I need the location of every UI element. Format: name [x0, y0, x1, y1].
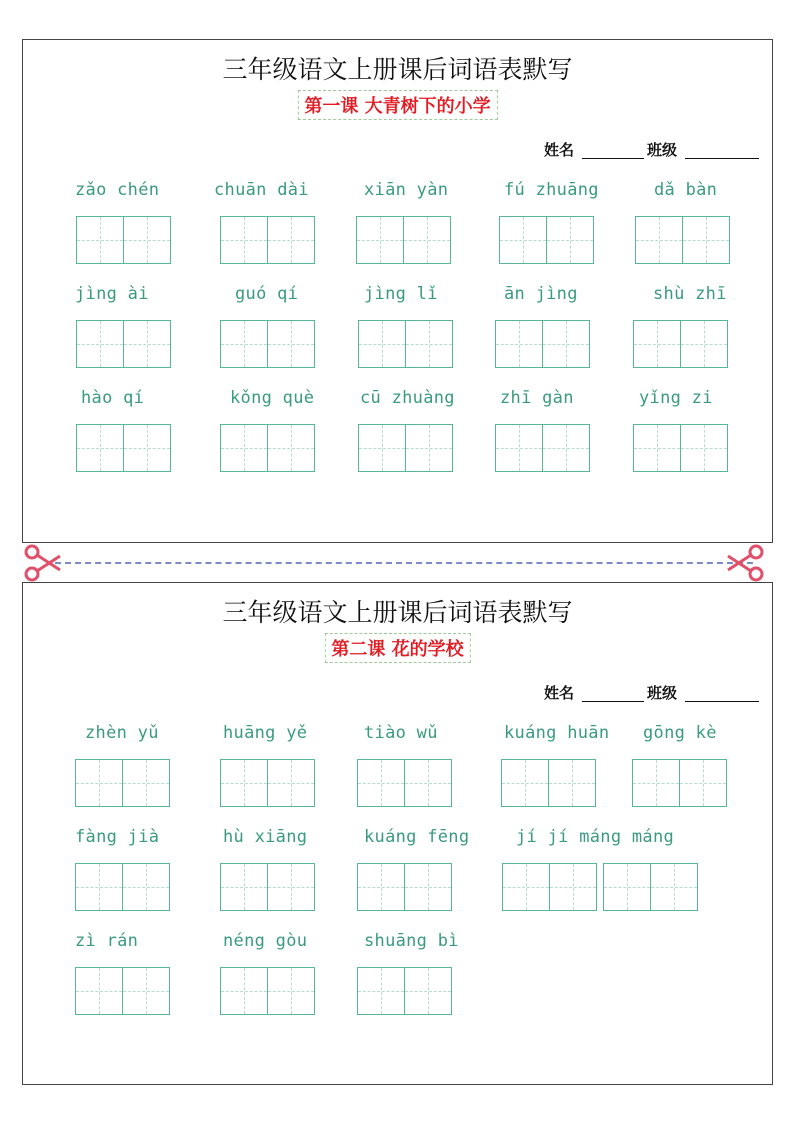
writing-boxes [357, 967, 452, 1015]
pinyin-label: kǒng què [230, 388, 315, 408]
tianzige-box[interactable] [220, 863, 268, 911]
tianzige-box[interactable] [75, 759, 123, 807]
pinyin-label: kuáng huān [504, 723, 610, 743]
tianzige-box[interactable] [75, 967, 123, 1015]
tianzige-box[interactable] [220, 424, 268, 472]
pinyin-label: chuān dài [214, 180, 309, 200]
pinyin-label: gōng kè [643, 723, 717, 743]
writing-boxes [75, 759, 170, 807]
tianzige-box[interactable] [358, 320, 406, 368]
tianzige-box[interactable] [683, 216, 730, 264]
scissors-icon [726, 543, 766, 583]
writing-boxes [220, 759, 315, 807]
pinyin-label: ān jìng [504, 284, 578, 304]
worksheet-lesson-2 [22, 582, 773, 1085]
writing-boxes [357, 863, 452, 911]
tianzige-box[interactable] [123, 863, 170, 911]
name-class-row [544, 682, 759, 704]
pinyin-label: zǎo chén [75, 180, 160, 200]
writing-boxes [75, 863, 170, 911]
pinyin-label: zì rán [75, 931, 139, 951]
writing-boxes [220, 216, 315, 264]
writing-boxes [358, 424, 453, 472]
tianzige-box[interactable] [76, 424, 124, 472]
tianzige-box[interactable] [501, 759, 549, 807]
tianzige-box[interactable] [406, 424, 453, 472]
tianzige-box[interactable] [635, 216, 683, 264]
tianzige-box[interactable] [356, 216, 404, 264]
pinyin-label: jìng lǐ [364, 284, 438, 304]
class-blank[interactable] [685, 158, 759, 159]
writing-boxes [499, 216, 594, 264]
tianzige-box[interactable] [405, 863, 452, 911]
writing-boxes [76, 216, 171, 264]
name-label: 姓名 [544, 684, 575, 702]
tianzige-box[interactable] [495, 424, 543, 472]
tianzige-box[interactable] [124, 424, 171, 472]
pinyin-label: zhī gàn [500, 388, 574, 408]
tianzige-box[interactable] [123, 759, 170, 807]
tianzige-box[interactable] [405, 967, 452, 1015]
writing-boxes [357, 759, 452, 807]
pinyin-label: cū zhuàng [360, 388, 455, 408]
name-blank[interactable] [582, 701, 644, 702]
tianzige-box[interactable] [633, 424, 681, 472]
tianzige-box[interactable] [220, 759, 268, 807]
pinyin-label: huāng yě [223, 723, 308, 743]
tianzige-box[interactable] [220, 967, 268, 1015]
tianzige-box[interactable] [405, 759, 452, 807]
tianzige-box[interactable] [633, 320, 681, 368]
pinyin-label: shuāng bì [364, 931, 459, 951]
pinyin-label: hù xiāng [223, 827, 308, 847]
pinyin-label: tiào wǔ [364, 723, 438, 743]
tianzige-box[interactable] [75, 863, 123, 911]
scissors-icon [22, 543, 62, 583]
cut-line [55, 562, 753, 564]
tianzige-box[interactable] [603, 863, 651, 911]
pinyin-label: zhèn yǔ [85, 723, 159, 743]
worksheet-lesson-1 [22, 39, 773, 543]
tianzige-box[interactable] [543, 424, 590, 472]
lesson-heading: 第二课 花的学校 [324, 633, 470, 663]
tianzige-box[interactable] [502, 863, 550, 911]
name-class-row [544, 139, 759, 161]
lesson-heading: 第一课 大青树下的小学 [297, 90, 497, 120]
tianzige-box[interactable] [268, 320, 315, 368]
writing-boxes [358, 320, 453, 368]
tianzige-box[interactable] [632, 759, 680, 807]
tianzige-box[interactable] [358, 424, 406, 472]
writing-boxes [76, 424, 171, 472]
pinyin-label: jí jí máng máng [516, 827, 675, 847]
writing-boxes [501, 759, 596, 807]
tianzige-box[interactable] [357, 967, 405, 1015]
writing-boxes [76, 320, 171, 368]
tianzige-box[interactable] [404, 216, 451, 264]
writing-boxes [220, 863, 315, 911]
writing-boxes [220, 967, 315, 1015]
worksheet-title: 三年级语文上册课后词语表默写 [222, 598, 573, 627]
tianzige-box[interactable] [124, 320, 171, 368]
pinyin-label: jìng ài [75, 284, 149, 304]
pinyin-label: néng gòu [223, 931, 308, 951]
name-blank[interactable] [582, 158, 644, 159]
tianzige-box[interactable] [268, 863, 315, 911]
tianzige-box[interactable] [681, 320, 728, 368]
writing-boxes [633, 424, 728, 472]
pinyin-label: yǐng zi [639, 388, 713, 408]
pinyin-label: xiān yàn [364, 180, 449, 200]
writing-boxes [632, 759, 727, 807]
tianzige-box[interactable] [357, 759, 405, 807]
tianzige-box[interactable] [499, 216, 547, 264]
writing-boxes [220, 424, 315, 472]
tianzige-box[interactable] [268, 759, 315, 807]
writing-boxes [635, 216, 730, 264]
pinyin-label: hào qí [81, 388, 145, 408]
tianzige-box[interactable] [651, 863, 698, 911]
tianzige-box[interactable] [495, 320, 543, 368]
tianzige-box[interactable] [547, 216, 594, 264]
tianzige-box[interactable] [357, 863, 405, 911]
pinyin-label: dǎ bàn [654, 180, 718, 200]
writing-boxes [75, 967, 170, 1015]
tianzige-box[interactable] [76, 320, 124, 368]
tianzige-box[interactable] [681, 424, 728, 472]
pinyin-label: shù zhī [653, 284, 727, 304]
tianzige-box[interactable] [268, 216, 315, 264]
pinyin-label: fàng jià [75, 827, 160, 847]
name-label: 姓名 [544, 141, 575, 159]
writing-boxes [356, 216, 451, 264]
writing-boxes [495, 320, 590, 368]
tianzige-box[interactable] [680, 759, 727, 807]
writing-boxes [220, 320, 315, 368]
tianzige-box[interactable] [268, 424, 315, 472]
tianzige-box[interactable] [220, 320, 268, 368]
pinyin-label: kuáng fēng [364, 827, 470, 847]
tianzige-box[interactable] [124, 216, 171, 264]
tianzige-box[interactable] [220, 216, 268, 264]
tianzige-box[interactable] [549, 759, 596, 807]
writing-boxes [495, 424, 590, 472]
class-label: 班级 [647, 141, 678, 159]
pinyin-label: fú zhuāng [504, 180, 599, 200]
tianzige-box[interactable] [406, 320, 453, 368]
pinyin-label: guó qí [235, 284, 299, 304]
tianzige-box[interactable] [550, 863, 597, 911]
worksheet-title: 三年级语文上册课后词语表默写 [222, 55, 573, 84]
class-blank[interactable] [685, 701, 759, 702]
tianzige-box[interactable] [268, 967, 315, 1015]
tianzige-box[interactable] [123, 967, 170, 1015]
tianzige-box[interactable] [76, 216, 124, 264]
class-label: 班级 [647, 684, 678, 702]
writing-boxes [633, 320, 728, 368]
tianzige-box[interactable] [543, 320, 590, 368]
writing-boxes [502, 863, 698, 911]
